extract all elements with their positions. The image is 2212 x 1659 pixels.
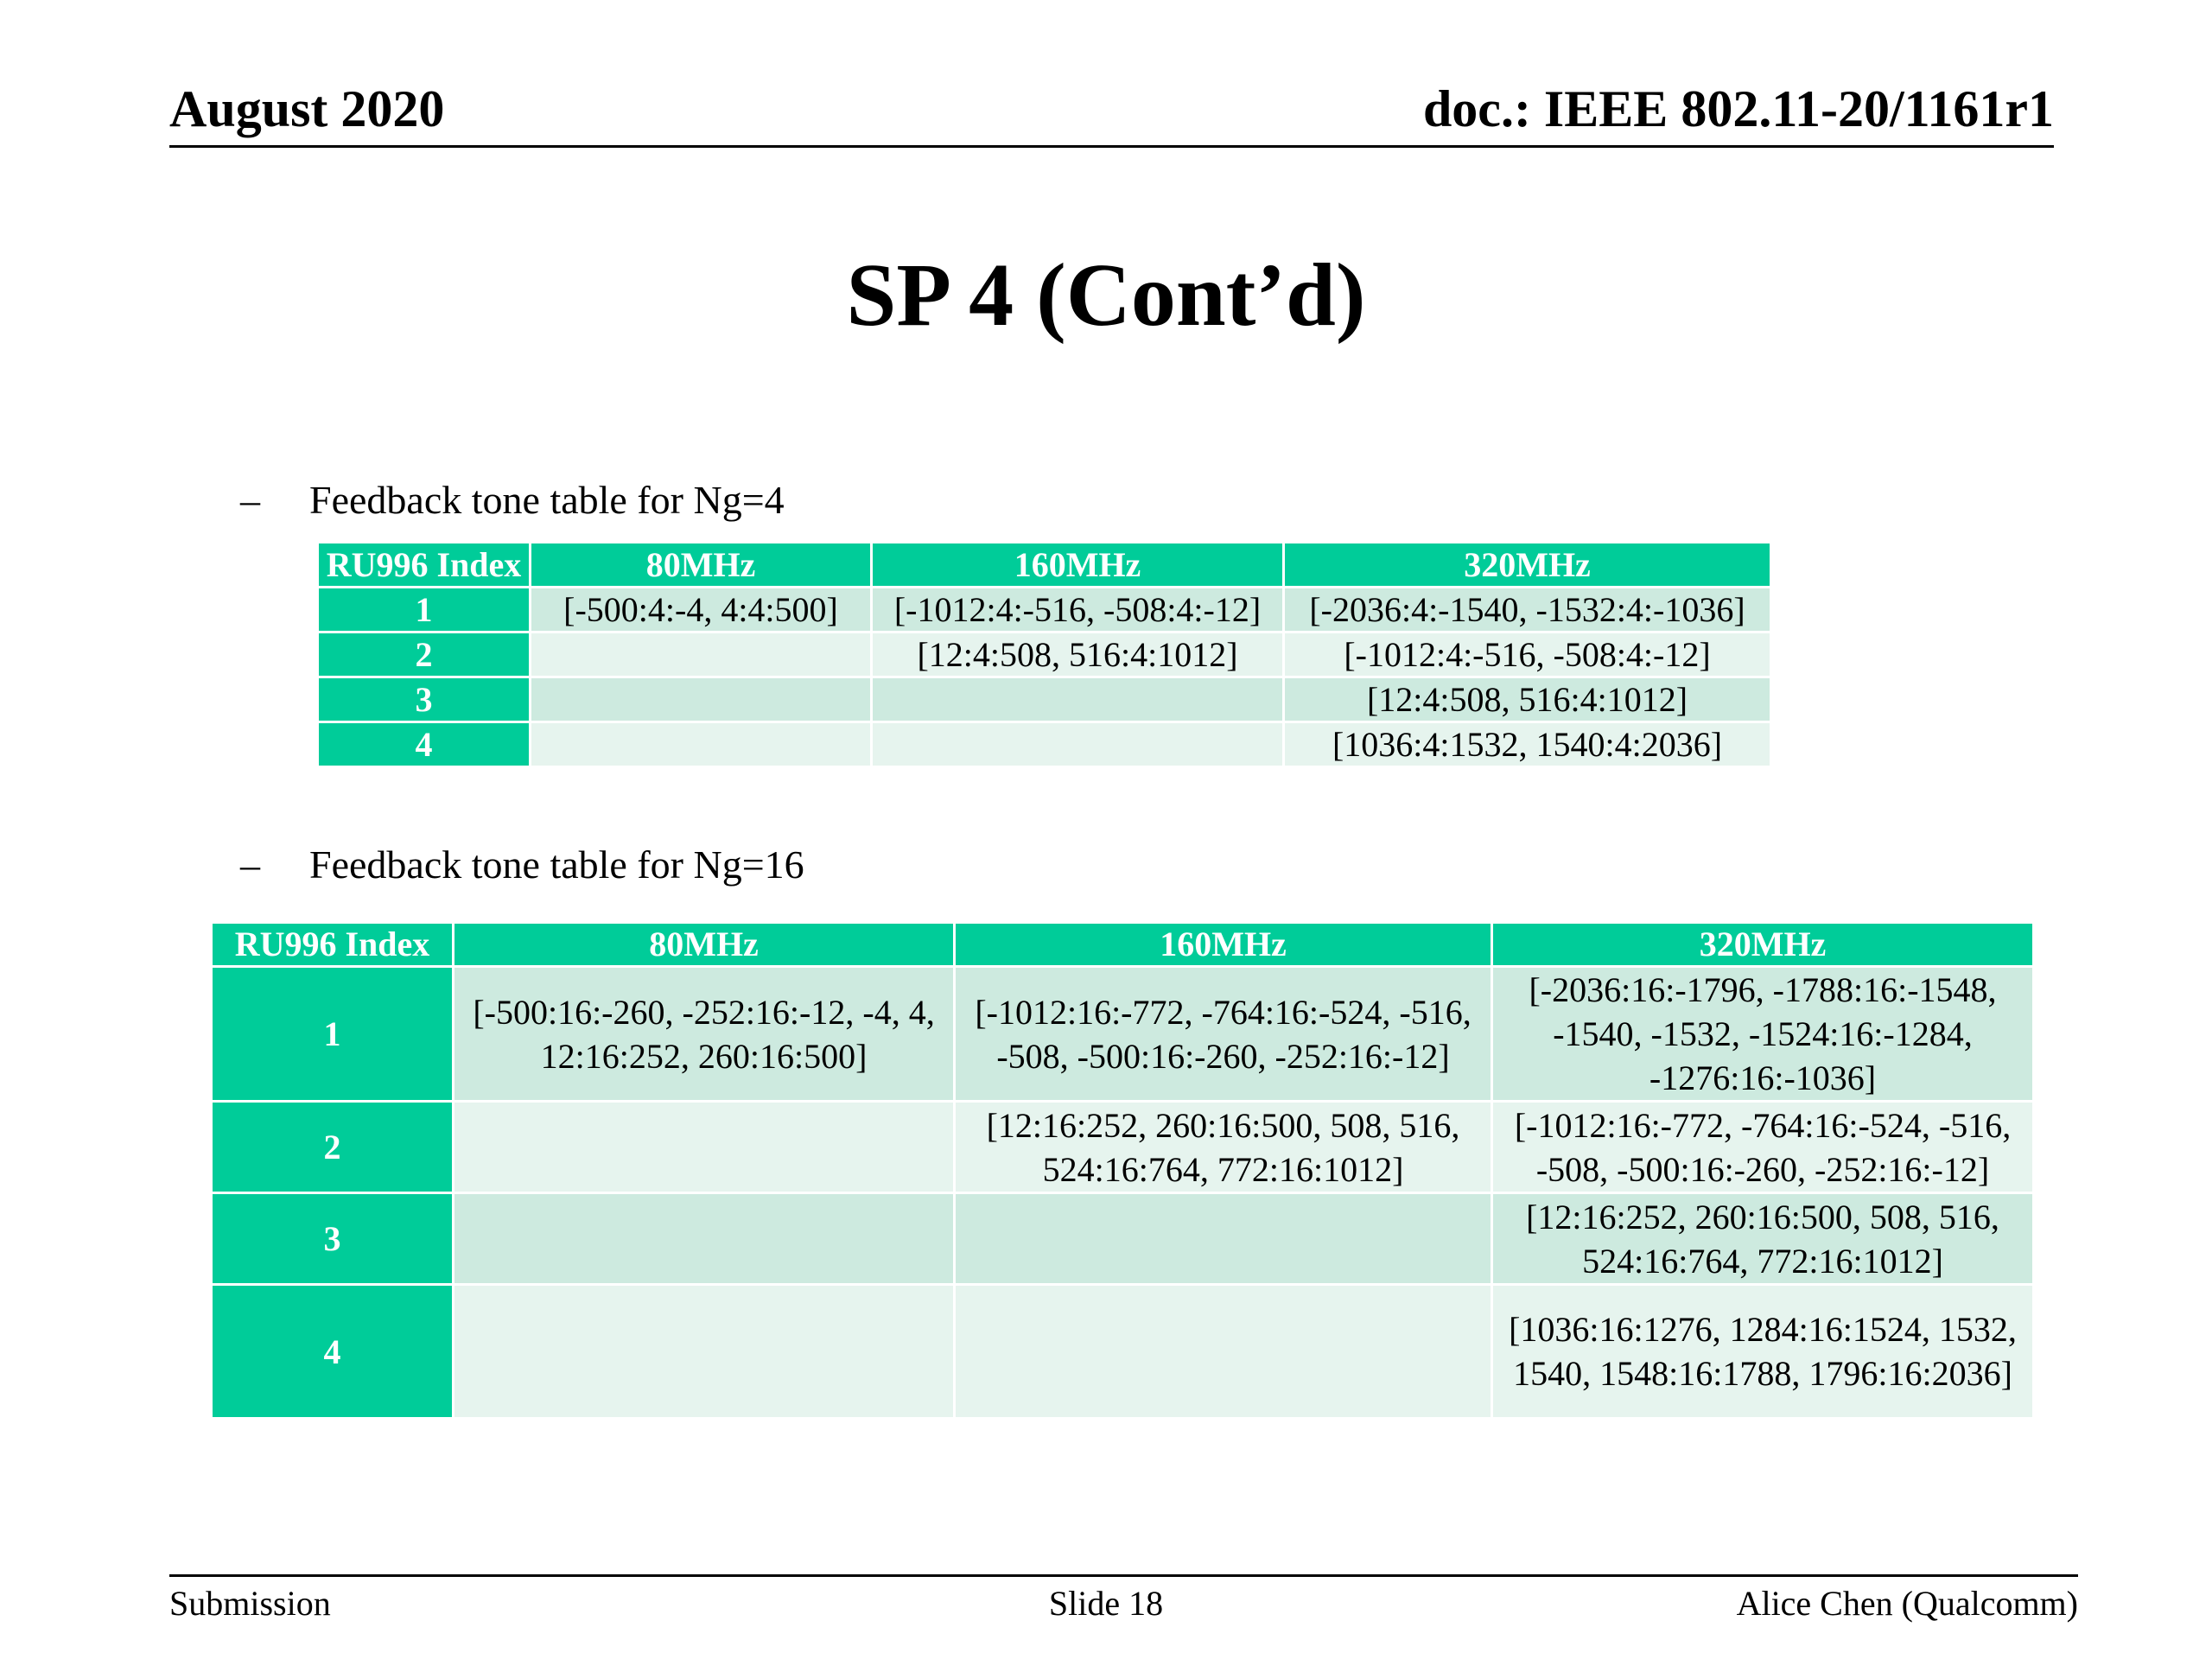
table-cell: [12:4:508, 516:4:1012] (872, 632, 1284, 677)
table-cell (531, 677, 872, 722)
table-cell: [-2036:16:-1796, -1788:16:-1548, -1540, -1532, -1524:16:-1284, -1276:16:-1036] (1492, 967, 2034, 1102)
table-cell (872, 677, 1284, 722)
footer-author: Alice Chen (Qualcomm) (1736, 1584, 2078, 1623)
row-index: 3 (212, 1193, 454, 1285)
table-row (318, 632, 1771, 677)
table-row (318, 722, 1771, 767)
slide-title: SP 4 (Cont’d) (846, 245, 1366, 345)
row-index: 2 (318, 632, 531, 677)
table-row (318, 588, 1771, 632)
row-index: 4 (318, 722, 531, 767)
column-header: RU996 Index (212, 923, 454, 967)
table-cell: [1036:16:1276, 1284:16:1524, 1532, 1540, 1548:16:1788, 1796:16:2036] (1492, 1285, 2034, 1419)
footer-divider (169, 1574, 2078, 1577)
table-cell: [-1012:16:-772, -764:16:-524, -516, -508, -500:16:-260, -252:16:-12] (955, 967, 1492, 1102)
table-cell: [-500:4:-4, 4:4:500] (531, 588, 872, 632)
table-cell (454, 1285, 955, 1419)
table-cell (454, 1193, 955, 1285)
header-date: August 2020 (169, 80, 445, 137)
bullet-ng16 (173, 842, 804, 887)
header-divider (169, 145, 2054, 148)
column-header: RU996 Index (318, 543, 531, 588)
feedback-table-ng4 (316, 541, 1772, 768)
table-cell (955, 1193, 1492, 1285)
table-cell: [-1012:4:-516, -508:4:-12] (1284, 632, 1771, 677)
bullet-dash: – (240, 842, 260, 887)
bullet-ng4 (173, 480, 785, 520)
column-header: 80MHz (454, 923, 955, 967)
row-index: 3 (318, 677, 531, 722)
table-cell (531, 722, 872, 767)
slide-number: Slide 18 (1048, 1584, 1164, 1623)
table-cell: [-1012:16:-772, -764:16:-524, -516, -508, -500:16:-260, -252:16:-12] (1492, 1102, 2034, 1193)
table-cell: [-1012:4:-516, -508:4:-12] (872, 588, 1284, 632)
feedback-table-ng16 (210, 921, 2035, 1420)
footer-submission: Submission (169, 1584, 331, 1623)
column-header: 160MHz (955, 923, 1492, 967)
table-row (318, 677, 1771, 722)
table-cell (454, 1102, 955, 1193)
row-index: 1 (318, 588, 531, 632)
table-row (212, 1285, 2034, 1419)
bullet-label: Feedback tone table for Ng=16 (309, 842, 804, 887)
table-row (212, 1193, 2034, 1285)
table-cell: [-500:16:-260, -252:16:-12, -4, 4, 12:16:252, 260:16:500] (454, 967, 955, 1102)
table-cell: [12:16:252, 260:16:500, 508, 516, 524:16:764, 772:16:1012] (1492, 1193, 2034, 1285)
column-header: 80MHz (531, 543, 872, 588)
table-cell (531, 632, 872, 677)
bullet-dash: – (240, 478, 260, 522)
table-cell: [12:4:508, 516:4:1012] (1284, 677, 1771, 722)
row-index: 4 (212, 1285, 454, 1419)
table-cell (955, 1285, 1492, 1419)
table-cell: [12:16:252, 260:16:500, 508, 516, 524:16:764, 772:16:1012] (955, 1102, 1492, 1193)
header-doc-id: doc.: IEEE 802.11-20/1161r1 (1422, 80, 2054, 137)
row-index: 2 (212, 1102, 454, 1193)
row-index: 1 (212, 967, 454, 1102)
column-header: 320MHz (1284, 543, 1771, 588)
table-cell (872, 722, 1284, 767)
bullet-label: Feedback tone table for Ng=4 (309, 478, 785, 522)
table-row (212, 1102, 2034, 1193)
table-cell: [-2036:4:-1540, -1532:4:-1036] (1284, 588, 1771, 632)
column-header: 320MHz (1492, 923, 2034, 967)
table-row (212, 967, 2034, 1102)
table-cell: [1036:4:1532, 1540:4:2036] (1284, 722, 1771, 767)
column-header: 160MHz (872, 543, 1284, 588)
